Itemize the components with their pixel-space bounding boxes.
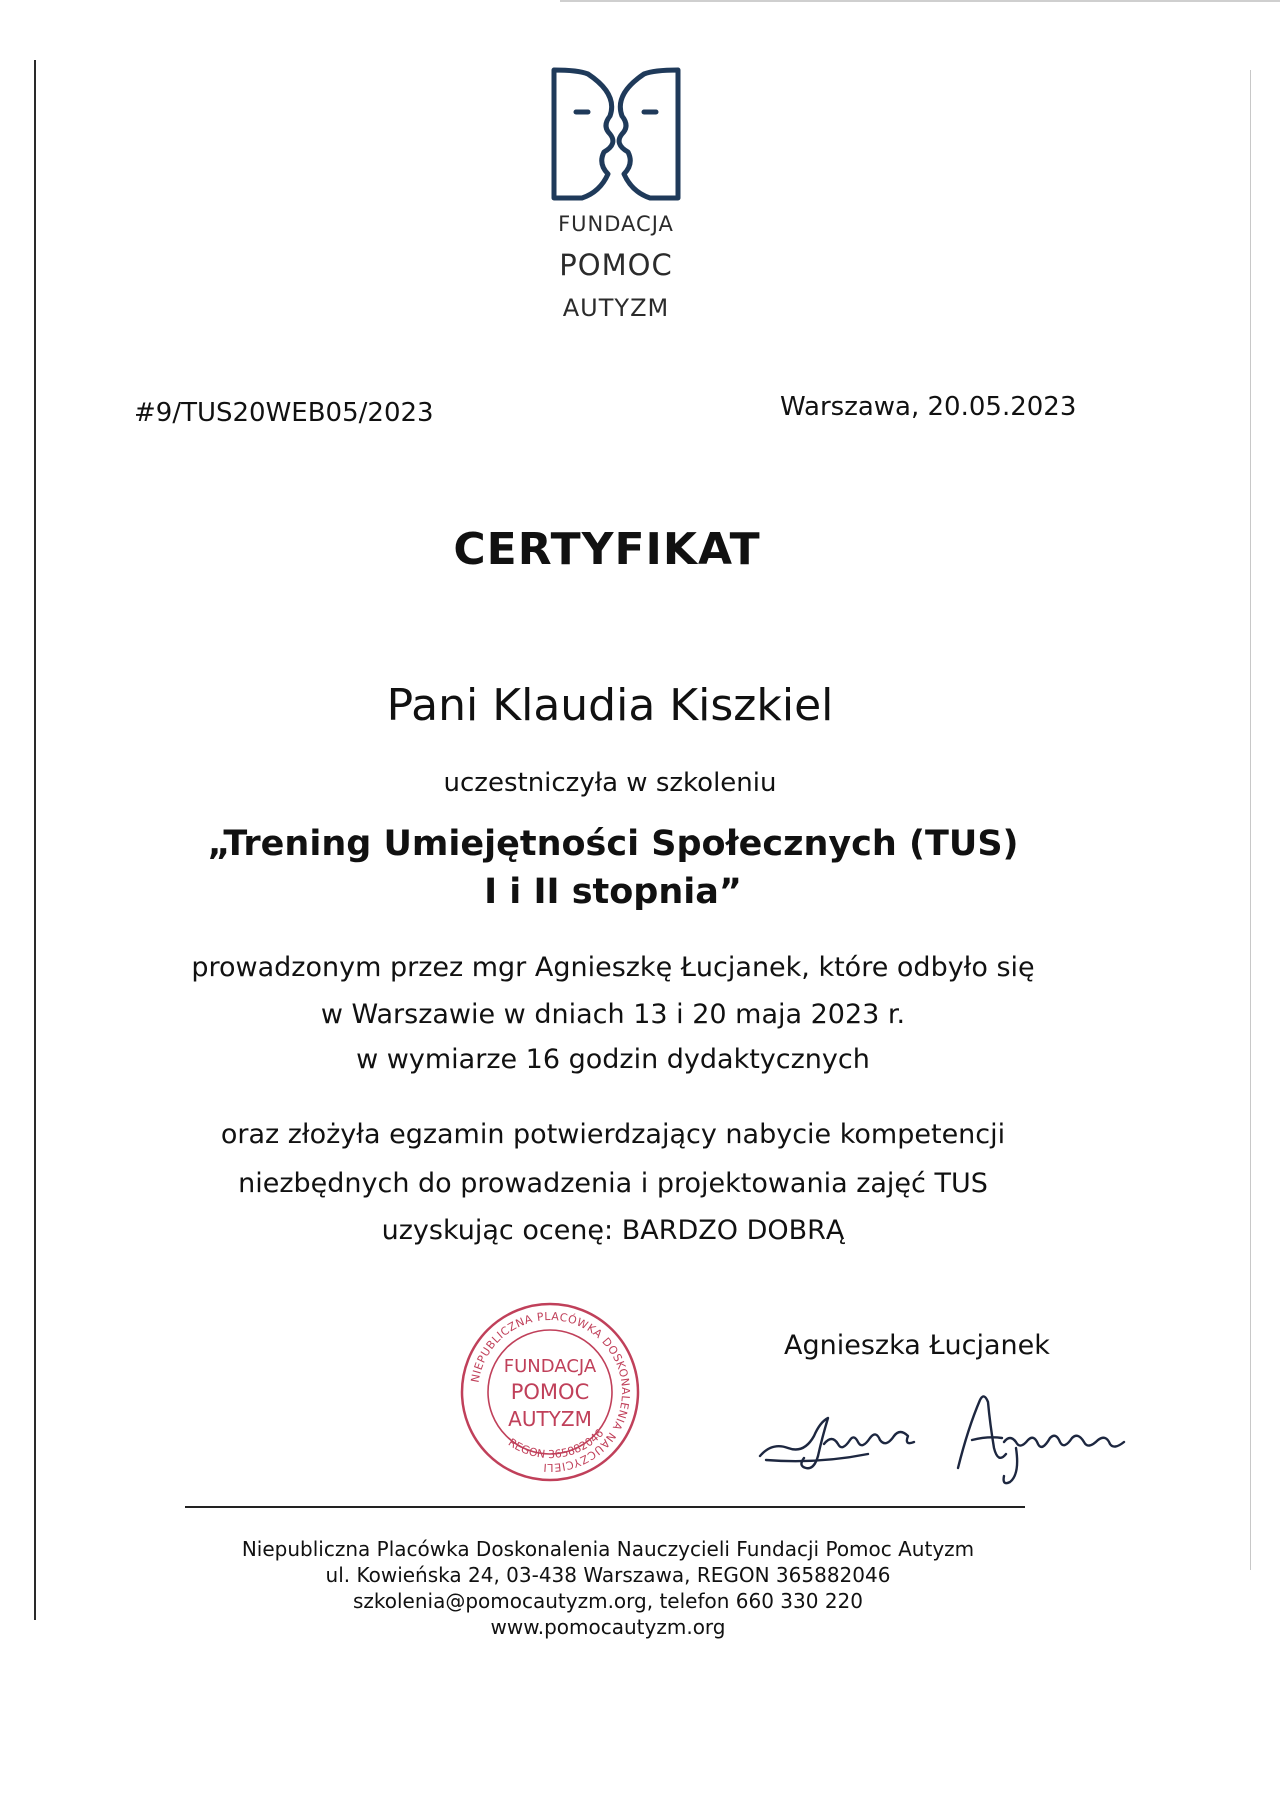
footer-website: www.pomocautyzm.org bbox=[490, 1615, 726, 1639]
foundation-logo-icon bbox=[548, 64, 684, 204]
training-title-line2: I i II stopnia” bbox=[484, 872, 742, 912]
stamp-line-autyzm: AUTYZM bbox=[508, 1407, 592, 1431]
stamp-line-fundacja: FUNDACJA bbox=[503, 1356, 597, 1377]
footer-divider bbox=[185, 1506, 1025, 1508]
logo-fundacja: FUNDACJA bbox=[558, 212, 674, 236]
stamp-regon-text: REGON 365882046 bbox=[505, 1426, 607, 1462]
certificate-body bbox=[0, 952, 1226, 1246]
logo-autyzm: AUTYZM bbox=[562, 294, 670, 322]
training-title bbox=[0, 820, 1226, 916]
body-line-instructor: prowadzonym przez mgr Agnieszkę Łucjanek, które odbyło się bbox=[191, 952, 1035, 983]
body-line-dates: w Warszawie w dniach 13 i 20 maja 2023 r. bbox=[320, 999, 906, 1030]
footer-contact: szkolenia@pomocautyzm.org, telefon 660 330 220 bbox=[352, 1589, 864, 1613]
body-line-exam: oraz złożyła egzamin potwierdzający nabycie kompetencji bbox=[220, 1119, 1006, 1150]
handwritten-signature bbox=[758, 1378, 1128, 1488]
body-line-hours: w wymiarze 16 godzin dydaktycznych bbox=[356, 1044, 870, 1075]
place-and-date: Warszawa, 20.05.2023 bbox=[780, 392, 1077, 422]
footer-address: ul. Kowieńska 24, 03-438 Warszawa, REGON 365882046 bbox=[325, 1563, 891, 1587]
foundation-logo-text bbox=[500, 214, 732, 320]
scan-edge-right bbox=[1250, 70, 1251, 1570]
footer-institution: Niepubliczna Placówka Doskonalenia Nauczycieli Fundacji Pomoc Autyzm bbox=[241, 1537, 975, 1561]
footer-address-block bbox=[0, 1536, 1216, 1640]
certificate-reference-number: #9/TUS20WEB05/2023 bbox=[134, 398, 434, 428]
stamp-line-pomoc: POMOC bbox=[510, 1380, 590, 1404]
recipient-name: Pani Klaudia Kiszkiel bbox=[386, 680, 834, 731]
body-line-competence: niezbędnych do prowadzenia i projektowania zajęć TUS bbox=[238, 1168, 988, 1199]
body-line-grade: uzyskując ocenę: BARDZO DOBRĄ bbox=[381, 1215, 845, 1246]
official-stamp bbox=[455, 1297, 645, 1487]
participation-statement: uczestniczyła w szkoleniu bbox=[443, 768, 777, 798]
logo-pomoc: POMOC bbox=[559, 248, 673, 282]
training-title-line1: „Trening Umiejętności Społecznych (TUS) bbox=[207, 824, 1019, 864]
stamp-ring-text: NIEPUBLICZNA PLACÓWKA DOSKONALENIA NAUCZYCIELI bbox=[468, 1309, 633, 1475]
scan-edge-top bbox=[560, 0, 1280, 2]
certificate-title: CERTYFIKAT bbox=[453, 524, 761, 575]
signer-name: Agnieszka Łucjanek bbox=[784, 1330, 1050, 1361]
